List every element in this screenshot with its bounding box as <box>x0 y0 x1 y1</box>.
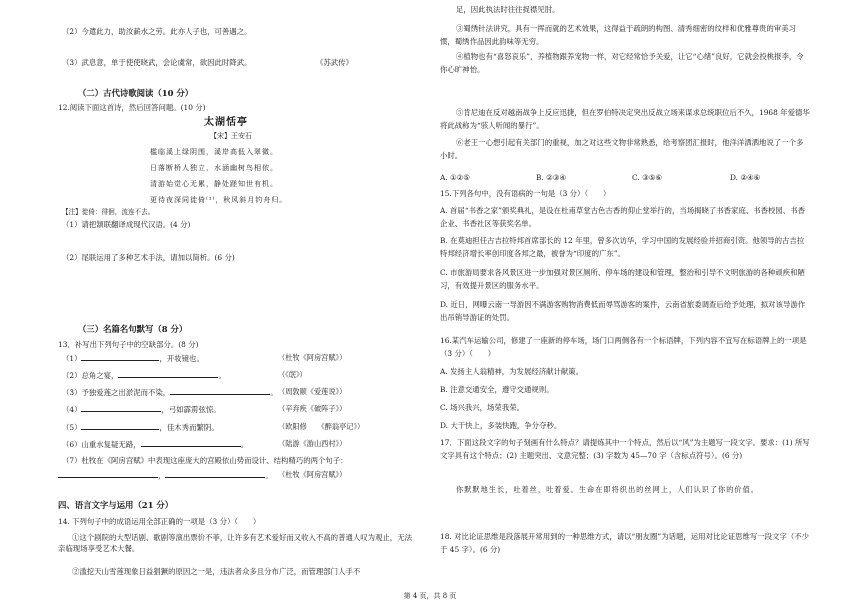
poem-line-3: 清游始觉心无累，静处蹉知世有机。 <box>150 180 278 188</box>
answer-blank[interactable] <box>118 369 218 378</box>
q14-option-a[interactable]: A. ①②⑤ <box>440 173 470 182</box>
q13-item-3 <box>62 386 278 398</box>
q13-item-prefix: （6）山重水复疑无路， <box>62 440 141 449</box>
q13-item-5 <box>62 421 219 433</box>
q14-sentence-5: ⑤肯尼迪在反对越南战争上反应迅捷，但在罗伯特决定突出反战立场来谋求总统职位后不久，1968 年爱德华将此战称为“骇人听闻的暴行”。 <box>440 108 810 130</box>
q13-item-prefix: （3）予独爱莲之出淤泥而不染， <box>62 388 171 397</box>
q15-option-d[interactable]: D. 近日，网曝云南一导游因不满游客购物消费低而辱骂游客的案件，云南省旅委调查后给予处理，拟对该导游作出吊销导游证的处罚。 <box>440 300 806 322</box>
q13-item-source: （欧阳修 《醉翁亭记》） <box>278 422 365 431</box>
q16-option-a[interactable]: A. 发扬主人翁精神，为发展经济献计献策。 <box>440 367 584 376</box>
poem-author: 【宋】王安石 <box>210 132 252 140</box>
q13-item-7-blanks: ， 。 <box>58 469 273 481</box>
answer-blank[interactable] <box>141 438 241 447</box>
q13-item-source: （《氓》） <box>278 370 307 379</box>
q15-stem: 15.下列各句中，没有语病的一句是（3 分）（ ） <box>440 189 611 198</box>
q17-sample-text: 你默默地生长，吐着丝，吐着爱。生命在即将织出的丝网上，人们认识了你的价值。 <box>456 485 759 494</box>
section-language-title: 四、语言文字与运用（21 分） <box>58 500 174 510</box>
q13-item-suffix: ，开妆镜也。 <box>159 354 204 363</box>
answer-blank[interactable] <box>81 352 159 361</box>
q11-source: 《苏武传》 <box>316 58 353 67</box>
q13-item-suffix: ，佳木秀而繁阴。 <box>159 423 219 432</box>
q13-item-source: （周敦颐《爱莲说》） <box>278 387 347 396</box>
q14-sentence-4: ④植物也有“喜怒哀乐”，养植物跟养宠物一样，对它经常恰予关爱，让它“心绪”良好，它就会投桃报李，令你心旷神怡。 <box>440 52 804 74</box>
q15-option-a[interactable]: A. 首届“书香之家”颁奖典礼，是设在杜甫草堂古色古香的仰止堂举行的，当场揭晓了书香家庭、书香校园、书香企业、书香社区等获奖名单。 <box>440 206 805 228</box>
q13-item-source: （陆游《游山西村》） <box>278 439 347 448</box>
q17-stem: 17．下面这段文字的句子刻画有什么特点？请提炼其中一个特点，然后以“风”为主题写一段文字。要求：(1) 所写文字具有这个特点；(2) 主题突出、文意完整；(3) 字数为 45—70 字（含标点符号）。(6 分) <box>440 438 810 460</box>
q13-item-2 <box>62 369 226 381</box>
page-footer: 第 4 页，共 8 页 <box>403 592 457 600</box>
poem-note: 【注】徙倚：徘徊，流连不去。 <box>62 208 155 216</box>
q14-sentence-1: ①这个剧院的大型话剧、歌剧等演出票价不菲，让许多有艺术爱好而又收入不高的普通人叹为观止，无法亲临现场享受艺术大餐。 <box>58 533 412 553</box>
q13-item-suffix: 。 <box>270 388 278 397</box>
section-poetry-title: （二）古代诗歌阅读（10 分） <box>78 88 194 98</box>
q13-item-source: （辛弃疾《破阵子》） <box>278 404 347 413</box>
q14-stem: 14. 下列句子中的成语运用全部正确的一项是（3 分）（ ） <box>58 517 261 526</box>
section-dictation-title: （三）名篇名句默写（8 分） <box>78 324 188 334</box>
poem-title: 太湖恬亭 <box>204 117 248 128</box>
q14-sentence-6: ⑥老王一心想引起有关部门的重视，加之对这些文物非常熟悉，给考察团汇报时，他洋洋洒洒地说了一个多小时。 <box>440 138 804 160</box>
q15-option-b[interactable]: B. 在莫迪担任古吉拉特邦首席部长的 12 年里，曾多次访华，学习中国的发展经验并招商引资。他领导的古吉拉特邦经济增长率创印度各邦之最，被誉为“印度的广东”。 <box>440 236 805 258</box>
poem-line-2: 日落断桥人独立，水涵幽树鸟相依。 <box>150 164 278 172</box>
q14-option-b[interactable]: B. ②③④ <box>536 173 567 182</box>
q14-option-d[interactable]: D. ②④⑥ <box>730 173 761 182</box>
q16-stem: 16.某汽车运输公司，修建了一座新的停车场，场门口两侧各有一个标语牌，下列内容不宜写在标语牌上的一项是（3 分）（ ） <box>440 336 807 358</box>
q13-item-prefix: （2）总角之宴， <box>62 371 119 380</box>
q18-stem: 18. 对比论证思维是段落展开常用到的一种思维方式，请以“朋友圈”为话题，运用对比论证思维写一段文字（不少于 45 字）。(6 分) <box>440 532 810 554</box>
q13-item-source: （杜牧《阿房宫赋》） <box>278 353 347 362</box>
q12-part-2: （2）尾联运用了多种艺术手法，请加以简析。(6 分) <box>62 253 235 262</box>
q14-sentence-2: ②滥挖天山雪莲现象日益猖獗的原因之一是，违法者众多且分布广泛，而管理部门人手不 <box>72 567 361 576</box>
q16-option-c[interactable]: C. 场兴我兴，场荣我荣。 <box>440 403 524 412</box>
q13-item-4 <box>62 403 221 415</box>
q15-option-c[interactable]: C. 市旅游局要求各风景区进一步加强对景区厕所、停车场的建设和管理，整治和引导不文明旅游的各种顽疾和陋习，有效提升景区的服务水平。 <box>440 268 805 290</box>
q11-item-3: （3）武息意，单于使使晓武，会论虞常，欲因此时降武。 <box>62 58 252 67</box>
q12-part-1: （1）请把颔联翻译成现代汉语。(4 分) <box>62 220 191 229</box>
q14-option-c[interactable]: C. ③⑤⑥ <box>632 173 662 182</box>
poem-line-1: 槛临溪上绿阴围，溪岸高低入翠微。 <box>150 148 278 156</box>
poem-line-4: 更待夜深同徙倚⁽¹⁾，秋风斜月钓舟归。 <box>150 196 288 204</box>
q13-item-7: （7）杜牧在《阿房宫赋》中表现这座庞大的宫殿依山势而设计、结构精巧的两个句子： <box>62 456 348 465</box>
answer-blank[interactable] <box>165 469 265 478</box>
q13-stem: 13．补写出下列句子中的空缺部分。(8 分) <box>58 340 199 349</box>
q13-item-6 <box>62 438 248 450</box>
answer-blank[interactable] <box>81 421 159 430</box>
q13-item-suffix: 。 <box>240 440 249 449</box>
q16-option-b[interactable]: B. 注意交通安全，遵守交通规则。 <box>440 385 554 394</box>
answer-blank[interactable] <box>170 386 270 395</box>
q13-item-7-source: （杜牧《阿房宫赋》） <box>278 470 347 479</box>
q13-item-prefix: （5） <box>62 423 82 432</box>
q14-sentence-2-cont: 足，因此执法时往往捉襟见肘。 <box>456 5 560 14</box>
q16-option-d[interactable]: D. 大干快上，多装快跑，争分夺秒。 <box>440 421 562 430</box>
q13-item-suffix: 。 <box>218 371 226 380</box>
q13-item-suffix: ，弓如霹雳弦惊。 <box>161 405 221 414</box>
q13-item-prefix: （1） <box>62 354 82 363</box>
answer-blank[interactable] <box>81 403 161 412</box>
q12-stem: 12.阅读下面这首诗，然后回答问题。(10 分) <box>58 103 206 112</box>
q11-item-2: （2）今遣此力，助汝薪水之劳。此亦人子也，可善遇之。 <box>62 27 252 36</box>
q14-sentence-3: ③蜀绣针法讲究，具有一挥而就的艺术效果，这得益于疏朗的构图、清秀细密的纹样和优雅尊贵的审美习惯，蜀绣作品因此韵味等无穷。 <box>440 24 796 46</box>
q13-item-prefix: （4） <box>62 405 82 414</box>
q13-item-1 <box>62 352 204 364</box>
answer-blank[interactable] <box>58 469 158 478</box>
